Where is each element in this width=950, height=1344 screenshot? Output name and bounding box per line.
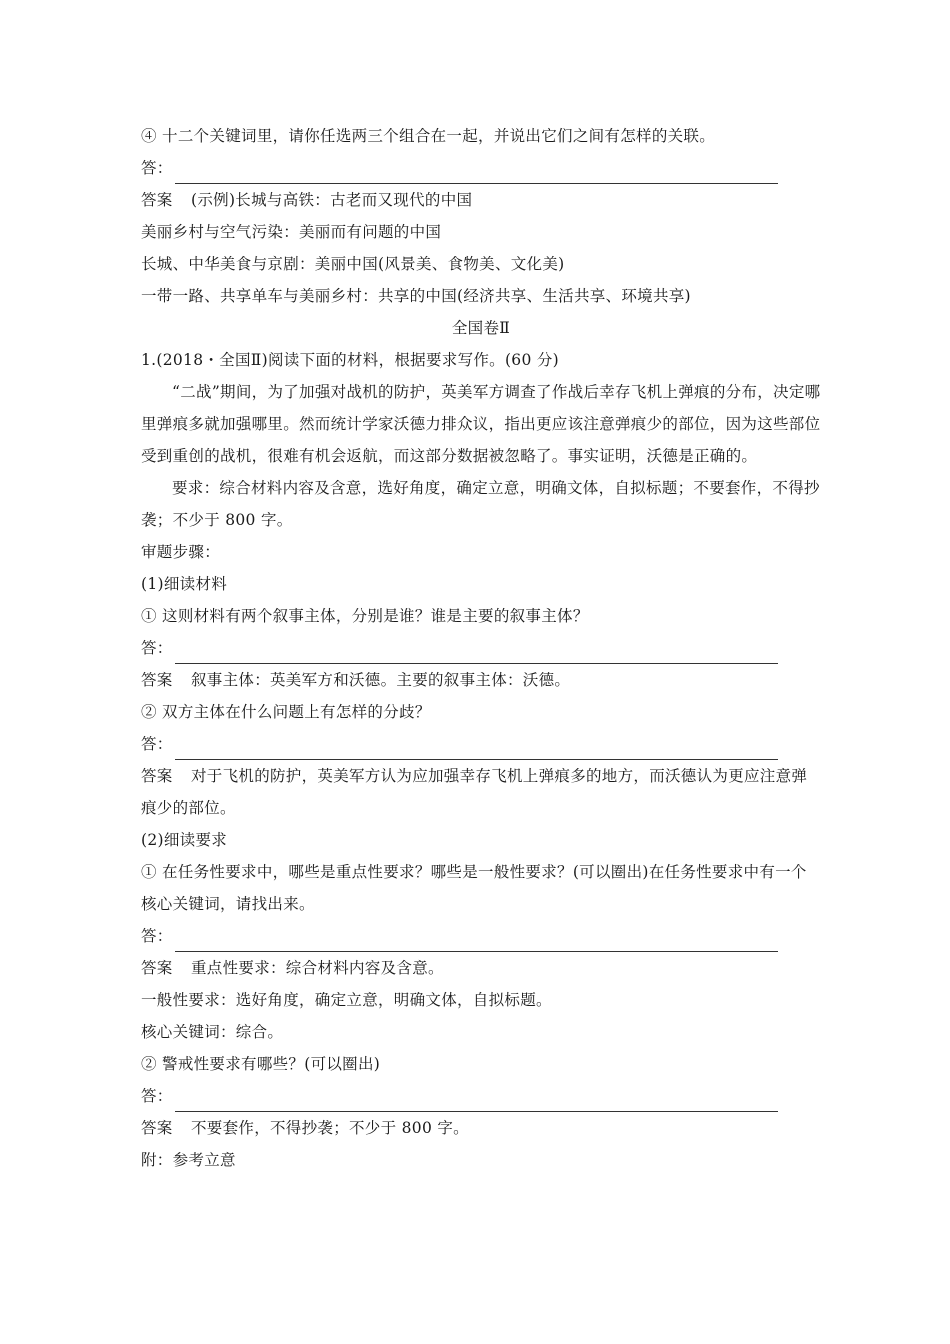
- answer-label: 答案: [141, 191, 173, 209]
- answer-blank[interactable]: [141, 632, 821, 664]
- answer-line: [141, 760, 821, 824]
- answer-blank[interactable]: [141, 920, 821, 952]
- answer-rule: [175, 162, 778, 184]
- problem-header: 1.(2018・全国Ⅱ)阅读下面的材料，根据要求写作。(60 分): [141, 351, 560, 369]
- appendix: 附：参考立意: [141, 1151, 236, 1169]
- step2-question-2: ② 警戒性要求有哪些？(可以圈出): [141, 1055, 381, 1073]
- step2-title: (2)细读要求: [141, 831, 228, 849]
- answer-text: 一般性要求：选好角度，确定立意，明确文体，自拟标题。: [141, 991, 552, 1009]
- step1-question-1: ① 这则材料有两个叙事主体，分别是谁？谁是主要的叙事主体？: [141, 607, 589, 625]
- requirement-paragraph: 要求：综合材料内容及含意，选好角度，确定立意，明确文体，自拟标题；不要套作，不得抄袭；不少于 800 字。: [141, 479, 820, 529]
- step1-title: (1)细读材料: [141, 575, 228, 593]
- answer-line: [141, 664, 821, 696]
- answer-rule: [175, 930, 778, 952]
- answer-text: 叙事主体：英美军方和沃德。主要的叙事主体：沃德。: [191, 671, 571, 689]
- step1-question-2: ② 双方主体在什么问题上有怎样的分歧？: [141, 703, 431, 721]
- answer-text: 重点性要求：综合材料内容及含意。: [191, 959, 444, 977]
- answer-label: 答案: [141, 671, 173, 689]
- answer-label: 答案: [141, 1119, 173, 1137]
- answer-text: 对于飞机的防护，英美军方认为应加强幸存飞机上弹痕多的地方，而沃德认为更应注意弹痕少的部位。: [141, 767, 808, 817]
- answer-prompt: 答：: [141, 159, 173, 177]
- steps-title: 审题步骤：: [141, 543, 221, 561]
- answer-text: (示例)长城与高铁：古老而又现代的中国: [191, 191, 473, 209]
- step2-question-1: ① 在任务性要求中，哪些是重点性要求？哪些是一般性要求？(可以圈出)在任务性要求中有一个核心关键词，请找出来。: [141, 863, 807, 913]
- answer-blank[interactable]: [141, 728, 821, 760]
- answer-rule: [175, 738, 778, 760]
- answer-label: 答案: [141, 959, 173, 977]
- answer-blank[interactable]: [141, 152, 821, 184]
- answer-text: 一带一路、共享单车与美丽乡村：共享的中国(经济共享、生活共享、环境共享): [141, 287, 691, 305]
- document-page: [141, 120, 821, 1176]
- answer-line: [141, 952, 821, 984]
- answer-line: [141, 1112, 821, 1144]
- answer-text: 核心关键词：综合。: [141, 1023, 284, 1041]
- answer-prompt: 答：: [141, 1087, 173, 1105]
- answer-text: 长城、中华美食与京剧：美丽中国(风景美、食物美、文化美): [141, 255, 565, 273]
- answer-rule: [175, 642, 778, 664]
- answer-prompt: 答：: [141, 639, 173, 657]
- section-title: 全国卷Ⅱ: [451, 319, 511, 337]
- answer-prompt: 答：: [141, 735, 173, 753]
- answer-text: 美丽乡村与空气污染：美丽而有问题的中国: [141, 223, 442, 241]
- answer-line: [141, 184, 821, 216]
- answer-text: 不要套作，不得抄袭；不少于 800 字。: [191, 1119, 469, 1137]
- material-paragraph: “二战”期间，为了加强对战机的防护，英美军方调查了作战后幸存飞机上弹痕的分布，决定哪里弹痕多就加强哪里。然而统计学家沃德力排众议，指出更应该注意弹痕少的部位，因为这些部位受到重创的战机，很难有机会返航，而这部分数据被忽略了。事实证明，沃德是正确的。: [141, 383, 821, 465]
- answer-prompt: 答：: [141, 927, 173, 945]
- answer-rule: [175, 1090, 778, 1112]
- answer-blank[interactable]: [141, 1080, 821, 1112]
- answer-label: 答案: [141, 767, 173, 785]
- question-4: ④ 十二个关键词里，请你任选两三个组合在一起，并说出它们之间有怎样的关联。: [141, 127, 716, 145]
